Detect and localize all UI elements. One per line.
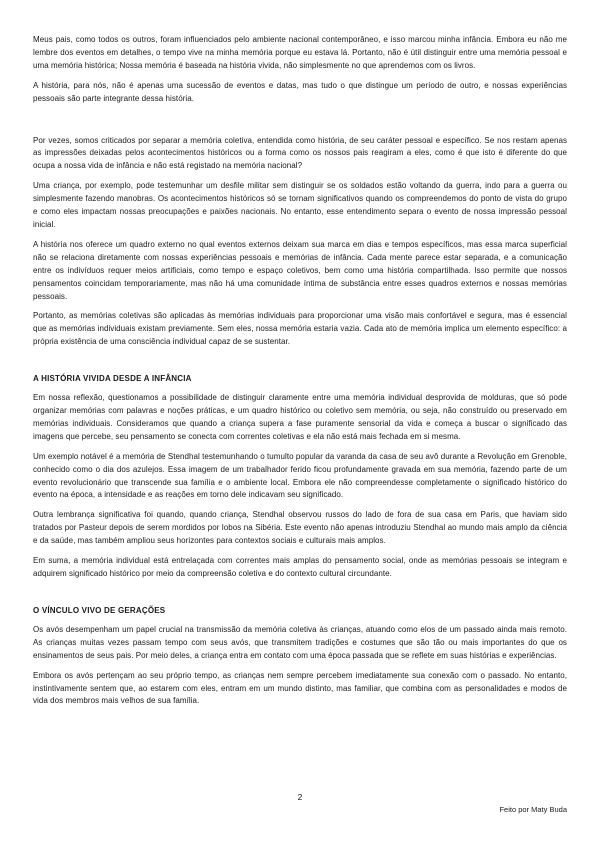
body-paragraph: Em suma, a memória individual está entrelaçada com correntes mais amplas do pensamento social, onde as memórias pessoais se integram e adquirem significado histórico por meio da compreensão coletiva e do contexto cultural circundante.	[33, 556, 567, 578]
spacer	[33, 588, 567, 605]
body-paragraph: Uma criança, por exemplo, pode testemunhar um desfile militar sem distinguir se os soldados estão voltando da guerra, indo para a guerra ou simplesmente fazendo manobras. Os acontecimentos históricos só se tornam significativos quando os compreendemos do ponto de vista do grupo e como eles impactam nossas preocupações e paixões nacionais. No entanto, esse entendimento separa o evento de nossa impressão pessoal inicial.	[33, 181, 567, 229]
body-paragraph: Um exemplo notável é a memória de Stendhal testemunhando o tumulto popular da varanda da casa de seu avô durante a Revolução em Grenoble, conhecido como o dia dos azulejos. Essa imagem de um trabalhador ferido ficou profundamente gravada em sua memória, fazendo parte de um evento revolucionário que transcende sua família e o ambiente local. Embora ele não compreendesse completamente o significado histórico do evento na época, a intensidade e as reações em torno dele indicavam seu significado.	[33, 451, 567, 500]
body-paragraph: Meus pais, como todos os outros, foram influenciados pelo ambiente nacional contemporâneo, e isso marcou minha infância. Embora eu não me lembre dos eventos em detalhes, o tempo vive na minha memória porque eu estava lá. Portanto, não é útil distinguir entre uma memória pessoal e uma memória histórica; Nossa memória é baseada na história vivida, não simplesmente no que aprendemos com os livros.	[33, 35, 567, 70]
body-paragraph: A história nos oferece um quadro externo no qual eventos externos deixam sua marca em dias e tempos específicos, mas essa marca superficial não se relaciona diretamente com nossas experiências pessoais e memórias de infância. Cada mente parece estar separada, e a comunicação entre os indivíduos requer meios artificiais, como tempo e espaço coletivos, bem como uma história compartilhada. Isso permite que nossos pensamentos coincidam temporariamente, mas não há uma comunidade íntima de substância entre esses quadros externos e nossas memórias pessoais.	[33, 239, 567, 301]
footer-credit: Feito por Maty Buda	[499, 805, 567, 814]
body-paragraph: Em nossa reflexão, questionamos a possibilidade de distinguir claramente entre uma memória individual desprovida de molduras, que só pode organizar memórias com palavras e noções práticas, e um quadro histórico ou coletivo sem memória, ou seja, não construído ou preservado em memórias individuais. Consideramos que quando a criança supera a fase puramente sensorial da vida e começa a buscar o significado das imagens que percebe, seu pensamento se conecta com correntes coletivas e ela não está mais fechada em si mesma.	[33, 393, 567, 441]
body-paragraph: Os avós desempenham um papel crucial na transmissão da memória coletiva às crianças, atuando como elos de um passado ainda mais remoto. As crianças muitas vezes passam tempo com seus avós, que transmitem tradições e costumes que são tão ou mais importantes do que os ensinamentos de seus pais. Por meio deles, a criança entra em contato com uma época passada que se reflete em suas histórias e experiências.	[33, 624, 567, 660]
body-paragraph: Portanto, as memórias coletivas são aplicadas às memórias individuais para proporcionar uma visão mais confortável e segura, mas é essencial que as memórias individuais existam previamente. Sem eles, nossa memória estaria vazia. Cada ato de memória implica um elemento específico: a própria existência de uma consciência individual capaz de se sustentar.	[33, 311, 567, 347]
section-heading: O VÍNCULO VIVO DE GERAÇÕES	[33, 605, 166, 615]
body-paragraph: A história, para nós, não é apenas uma sucessão de eventos e datas, mas tudo o que distingue um período de outro, e nossas experiências pessoais são parte integrante dessa história.	[33, 80, 567, 103]
page-number: 2	[297, 792, 303, 802]
spacer	[33, 356, 567, 373]
body-paragraph: Embora os avós pertençam ao seu próprio tempo, as crianças nem sempre percebem imediatamente sua conexão com o passado. No entanto, instintivamente sentem que, ao estarem com eles, entram em um mundo distinto, mas familiar, que combina com as personalidades e modos de vida dos membros mais velhos de sua família.	[33, 670, 567, 706]
body-paragraph: Outra lembrança significativa foi quando, quando criança, Stendhal observou russos do lado de fora de sua casa em Paris, que haviam sido tratados por Pasteur depois de serem mordidos por lobos na Sibéria. Este evento não apenas introduziu Stendhal ao mundo mais amplo da ciência e da saúde, mas também ampliou seus horizontes para contextos sociais e culturais mais amplos.	[33, 510, 567, 546]
body-paragraph: Por vezes, somos criticados por separar a memória coletiva, entendida como história, de seu caráter pessoal e específico. Se nos restam apenas as impressões deixadas pelos acontecimentos históricos ou a forma como os nossos pais reagiram a eles, como é que isto é diferente do que ocupa a nossa vida de infância e não está registado na memória nacional?	[33, 135, 567, 171]
document-page	[33, 34, 567, 715]
section-heading: A HISTÓRIA VIVIDA DESDE A INFÂNCIA	[33, 374, 192, 384]
spacer	[33, 113, 567, 135]
